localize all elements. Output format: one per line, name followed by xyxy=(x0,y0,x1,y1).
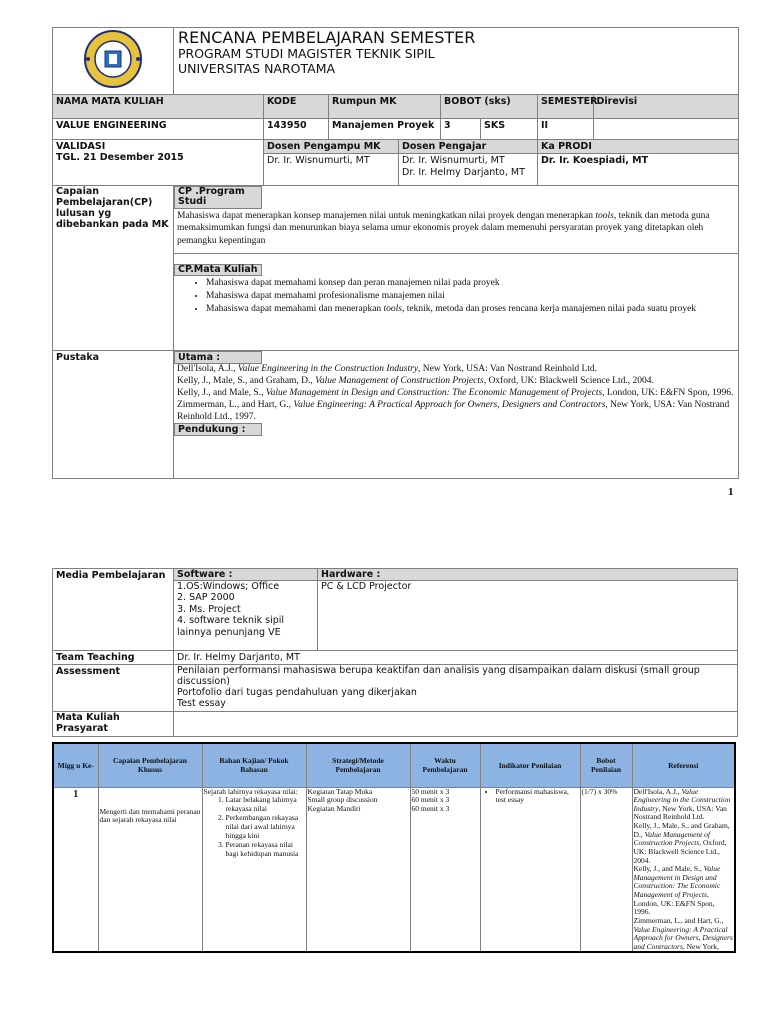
software-item: 3. Ms. Project xyxy=(177,603,241,615)
reference-item: Dell'Isola, A.J., Value Engineering in the Construction Industry, New York, USA: Van Nostrand Reinhold Ltd. xyxy=(633,786,731,822)
bahan-item: 1. Latar belakang lahirnya rekayasa nilai xyxy=(226,796,305,813)
pustaka-utama-label: Utama : xyxy=(174,351,262,364)
hardware-item: PC & LCD Projector xyxy=(321,581,412,592)
value-kode: 143950 xyxy=(264,119,329,140)
media-label: Media Pembelajaran xyxy=(53,569,174,651)
assessment-value xyxy=(174,665,738,712)
schedule-table xyxy=(52,742,736,953)
cp-mk-list xyxy=(206,278,738,314)
media-section xyxy=(52,568,738,737)
reference-item: Zimmerman, L., and Hart, G., Value Engineering: A Practical Approach for Owners, Designers and Contractors, New York, USA: Van Nostrand Reinhold Ltd., 1997. xyxy=(177,399,730,422)
kaprodi-cell xyxy=(538,140,739,186)
cp-prodi-text: Mahasiswa dapat menerapkan konsep manajemen nilai untuk meningkatkan nilai proyek dengan menerapkan tools, teknik dan metoda guna memaksimumkan fungsi dan menurunkan biaya selama umur ekonomis proyek dalam memenuhi persyaratan proyek yang ditetapkan oleh pemangku kepentingan xyxy=(174,209,738,254)
prasyarat-label: Mata Kuliah Prasyarat xyxy=(53,711,174,736)
reference-item: Zimmerman, L., and Hart, G., Value Engineering: A Practical Approach for Owners, Designers and Contractors, New York, xyxy=(633,915,733,951)
pengajar-name-2: Dr. Ir. Helmy Darjanto, MT xyxy=(402,167,525,178)
strategi-pembelajaran: Kegiatan Tatap Muka Small group discussion Kegiatan Mandiri xyxy=(306,787,410,952)
col-header-indikator: Indikator Penilaian xyxy=(480,743,580,787)
value-semester: II xyxy=(538,119,593,139)
pustaka-label: Pustaka xyxy=(53,351,174,479)
cp-mk-label: CP.Mata Kuliah xyxy=(174,264,262,276)
media-table xyxy=(52,568,738,737)
pengampu-label: Dosen Pengampu MK xyxy=(264,140,398,154)
col-header-capaian: Capaian Pembelajaran Khusus xyxy=(98,743,202,787)
label-rumpun: Rumpun MK xyxy=(329,95,441,119)
validasi-cell xyxy=(53,140,264,186)
bahan-kajian: Sejarah lahirnya rekayasa nilai: 1. Latar belakang lahirnya rekayasa nilai 2. Perkembangan rekayasa nilai dari awal lahirnya hingga kini 3. Peranan rekayasa nilai bagi kehidupan manusia xyxy=(202,787,306,952)
bahan-item: 2. Perkembangan rekayasa nilai dari awal lahirnya hingga kini xyxy=(226,814,305,840)
referensi xyxy=(632,787,735,952)
schedule-section xyxy=(52,742,736,1024)
pengajar-label: Dosen Pengajar xyxy=(399,140,537,154)
cp-prodi-label: CP .Program Studi xyxy=(174,186,262,209)
assessment-label: Assessment xyxy=(53,665,174,712)
validasi-date: TGL. 21 Desember 2015 xyxy=(56,152,184,163)
reference-item: Dell'Isola, A.J., Value Engineering in the Construction Industry, New York, USA: Van Nostrand Reinhold Ltd. xyxy=(177,364,598,374)
university-logo xyxy=(73,29,153,89)
bahan-item: 3. Peranan rekayasa nilai bagi kehidupan manusia xyxy=(226,841,305,858)
validasi-label: VALIDASI xyxy=(56,141,106,152)
prasyarat-value xyxy=(174,711,738,736)
col-header-referensi: Referensi xyxy=(632,743,735,787)
assessment-line: Portofolio dari tugas pendahuluan yang dikerjakan xyxy=(177,686,417,698)
title-cell xyxy=(174,28,739,95)
label-bobot: BOBOT (sks) xyxy=(441,95,538,119)
col-header-bahan: Bahan Kajian/ Pokok Bahasan xyxy=(202,743,306,787)
pustaka-pendukung-label: Pendukung : xyxy=(174,423,262,436)
reference-item: Kelly, J., Male, S., and Graham, D., Value Management of Construction Projects, Oxford, UK: Blackwell Science Ltd., 2004. xyxy=(177,375,654,386)
pengajar-name-1: Dr. Ir. Wisnumurti, MT xyxy=(402,155,505,166)
cp-mk-item: • Mahasiswa dapat memahami profesionalisme manajemen nilai xyxy=(206,291,738,301)
pengampu-name: Dr. Ir. Wisnumurti, MT xyxy=(267,155,370,166)
rps-header-table xyxy=(52,27,739,479)
bobot-penilaian: (1/7) x 30% xyxy=(580,787,632,952)
assessment-line: Penilaian performansi mahasiswa berupa keaktifan dan analisis yang disampaikan dalam diskusi (small group discussion) xyxy=(177,665,700,687)
waktu-pembelajaran: 50 menit x 3 60 menit x 3 60 menit x 3 xyxy=(410,787,480,952)
page-number: 1 xyxy=(728,486,734,498)
label-kode: KODE xyxy=(264,95,329,119)
logo-cell xyxy=(53,28,174,95)
capaian-khusus: Mengerti dan memahami peranan dan sejarah rekayasa nilai xyxy=(99,806,201,825)
indikator-penilaian: • Performansi mahasiswa, test essay xyxy=(480,787,580,952)
team-value: Dr. Ir. Helmy Darjanto, MT xyxy=(174,651,738,665)
university-name: UNIVERSITAS NAROTAMA xyxy=(178,60,336,76)
label-semester: SEMESTER xyxy=(538,95,593,118)
col-header-minggu: Migg u Ke- xyxy=(53,743,98,787)
software-cell xyxy=(174,569,318,651)
cp-mk-item: • Mahasiswa dapat memahami dan menerapkan tools, teknik, metoda dan proses rencana kerja manajemen nilai pada suatu proyek xyxy=(206,304,738,314)
table-row xyxy=(53,787,735,952)
col-header-waktu: Waktu Pembelajaran xyxy=(410,743,480,787)
label-nama-mk: NAMA MATA KULIAH xyxy=(53,95,264,119)
kaprodi-label: Ka PRODI xyxy=(538,140,738,154)
software-item: 2. SAP 2000 xyxy=(177,592,235,604)
pengampu-cell xyxy=(264,140,399,186)
value-sks: SKS xyxy=(481,119,538,140)
value-rumpun: Manajemen Proyek xyxy=(329,119,441,140)
reference-item: Kelly, J., Male, S., and Graham, D., Value Management of Construction Projects, Oxford, UK: Blackwell Science Ltd., 2004. xyxy=(633,821,730,865)
cp-label: Capaian Pembelajaran(CP) lulusan yg dibebankan pada MK xyxy=(53,186,174,351)
hardware-label: Hardware : xyxy=(318,569,737,581)
value-bobot: 3 xyxy=(441,119,481,140)
kaprodi-name: Dr. Ir. Koespiadi, MT xyxy=(541,155,649,166)
col-header-bobot: Bobot Penilaian xyxy=(580,743,632,787)
reference-item: Kelly, J., and Male, S., Value Management in Design and Construction: The Economic Management of Projects, London, UK: E&FN Spon, 1996. xyxy=(177,387,734,398)
software-item: 1.OS:Windows; Office xyxy=(177,581,280,592)
software-item: 4. software teknik sipil lainnya penunjang VE xyxy=(177,615,285,638)
rps-header-section xyxy=(52,27,738,479)
week-number: 1 xyxy=(53,787,98,952)
cp-content xyxy=(174,186,739,351)
pustaka-content xyxy=(174,351,739,479)
col-header-strategi: Strategi/Metode Pembelajaran xyxy=(306,743,410,787)
assessment-line: Test essay xyxy=(177,697,226,709)
schedule-header-row xyxy=(53,743,735,787)
label-direvisi: Direvisi xyxy=(596,96,638,107)
pustaka-references xyxy=(174,364,738,423)
reference-item: Kelly, J., and Male, S., Value Management in Design and Construction: The Economic Management of Projects, London, UK: E&FN Spon, 1996. xyxy=(633,864,721,917)
software-label: Software : xyxy=(174,569,317,581)
value-nama-mk: VALUE ENGINEERING xyxy=(53,119,264,140)
cp-mk-item: • Mahasiswa dapat memahami konsep dan peran manajemen nilai pada proyek xyxy=(206,278,738,288)
document-title: RENCANA PEMBELAJARAN SEMESTER xyxy=(178,28,476,47)
program-name: PROGRAM STUDI MAGISTER TEKNIK SIPIL xyxy=(178,46,435,62)
pengajar-cell xyxy=(399,140,538,186)
team-label: Team Teaching xyxy=(53,651,174,665)
hardware-cell xyxy=(318,569,738,651)
